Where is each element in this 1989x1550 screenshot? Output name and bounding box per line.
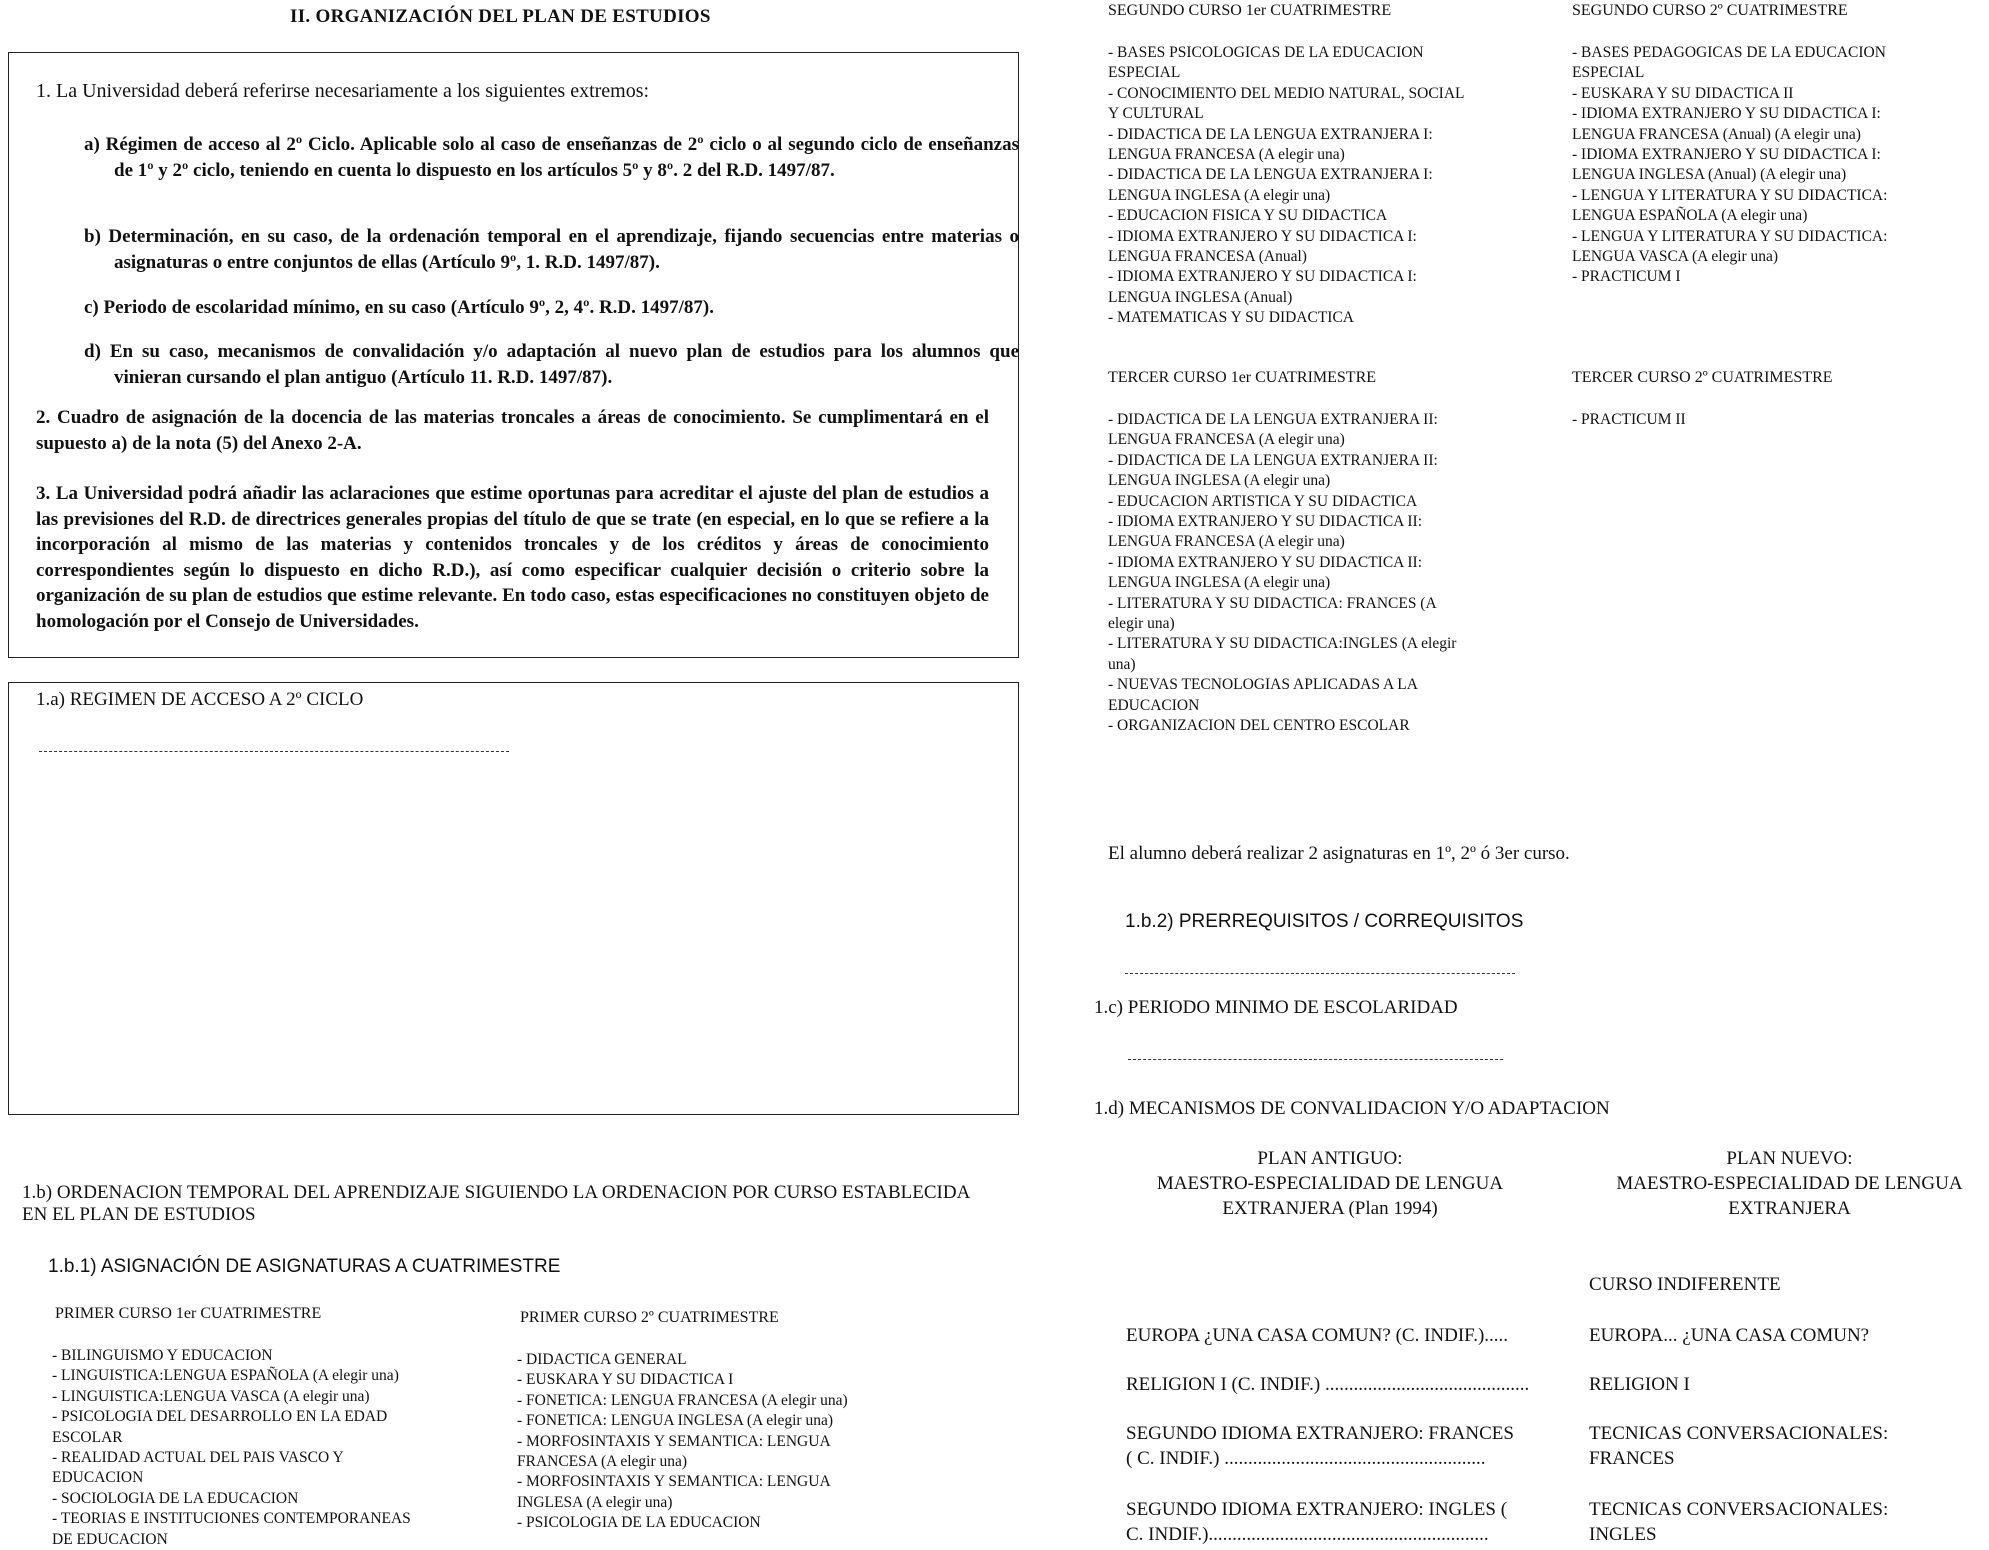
list-item: LENGUA FRANCESA (A elegir una)	[1108, 146, 1345, 164]
list-item: - MORFOSINTAXIS Y SEMANTICA: LENGUA	[517, 1432, 831, 1450]
list-item: LENGUA INGLESA (Anual) (A elegir una)	[1572, 166, 1847, 184]
new-course-row: TECNICAS CONVERSACIONALES: FRANCES	[1589, 1423, 1889, 1469]
list-item: Y CULTURAL	[1108, 105, 1204, 123]
new-course-row: RELIGION I	[1589, 1374, 1690, 1395]
old-course-row: SEGUNDO IDIOMA EXTRANJERO: FRANCES ( C. INDIF.) .......................................................	[1126, 1423, 1514, 1469]
list-item: - BILINGUISMO Y EDUCACION	[52, 1347, 273, 1364]
instructions-box	[8, 52, 1019, 658]
blank-line	[1125, 973, 1515, 974]
list-item: LENGUA FRANCESA (A elegir una)	[1108, 533, 1345, 551]
primer-2-header: PRIMER CURSO 2º CUATRIMESTRE	[520, 1309, 779, 1326]
instruction-2: 2. Cuadro de asignación de la docencia de las materias troncales a áreas de conocimiento. Se cumplimentará en el supuesto a) de la nota (5) del Anexo 2-A.	[36, 407, 989, 454]
list-item: - PSICOLOGIA DE LA EDUCACION	[517, 1514, 761, 1532]
list-item: EDUCACION	[52, 1469, 144, 1487]
list-item: - IDIOMA EXTRANJERO Y SU DIDACTICA I:	[1572, 105, 1881, 123]
instruction-1: 1. La Universidad deberá referirse necesariamente a los siguientes extremos:	[36, 80, 650, 102]
list-item: - MORFOSINTAXIS Y SEMANTICA: LENGUA	[517, 1473, 831, 1491]
list-item: - TEORIAS E INSTITUCIONES CONTEMPORANEAS	[52, 1510, 411, 1528]
list-item: LENGUA INGLESA (Anual)	[1108, 288, 1293, 306]
list-item: - SOCIOLOGIA DE LA EDUCACION	[52, 1489, 299, 1507]
blank-line	[39, 751, 509, 752]
list-item: - REALIDAD ACTUAL DEL PAIS VASCO Y	[52, 1449, 344, 1467]
segundo-1-list	[1108, 43, 1464, 329]
segundo-2-header: SEGUNDO CURSO 2º CUATRIMESTRE	[1572, 2, 1848, 19]
list-item: - IDIOMA EXTRANJERO Y SU DIDACTICA II:	[1108, 513, 1423, 531]
list-item: LENGUA FRANCESA (A elegir una)	[1108, 431, 1345, 449]
new-course-row: EUROPA... ¿UNA CASA COMUN?	[1589, 1325, 1870, 1346]
list-item: - DIDACTICA DE LA LENGUA EXTRANJERA II:	[1108, 451, 1438, 469]
list-item: LENGUA INGLESA (A elegir una)	[1108, 472, 1331, 490]
list-item: - IDIOMA EXTRANJERO Y SU DIDACTICA I:	[1572, 146, 1881, 164]
list-item: LENGUA FRANCESA (Anual) (A elegir una)	[1572, 125, 1861, 143]
segundo-2-list	[1572, 43, 1887, 288]
list-item: - MATEMATICAS Y SU DIDACTICA	[1108, 309, 1354, 327]
blank-line	[1128, 1059, 1503, 1060]
list-item: - ORGANIZACION DEL CENTRO ESCOLAR	[1108, 717, 1410, 735]
list-item: LENGUA FRANCESA (Anual)	[1108, 248, 1307, 266]
page-title: II. ORGANIZACIÓN DEL PLAN DE ESTUDIOS	[290, 6, 711, 27]
new-course-row: TECNICAS CONVERSACIONALES: INGLES	[1589, 1499, 1889, 1545]
list-item: - IDIOMA EXTRANJERO Y SU DIDACTICA I:	[1108, 227, 1417, 245]
list-item: FRANCESA (A elegir una)	[517, 1453, 688, 1471]
old-course-row: SEGUNDO IDIOMA EXTRANJERO: INGLES ( C. INDIF.)...........................................................	[1126, 1499, 1508, 1545]
list-item: LENGUA VASCA (A elegir una)	[1572, 248, 1779, 266]
primer-1-list	[52, 1346, 411, 1550]
list-item: - CONOCIMIENTO DEL MEDIO NATURAL, SOCIAL	[1108, 84, 1465, 102]
list-item: ESPECIAL	[1572, 64, 1645, 82]
list-item: - LITERATURA Y SU DIDACTICA:INGLES (A elegir	[1108, 635, 1457, 653]
list-item: - PSICOLOGIA DEL DESARROLLO EN LA EDAD	[52, 1408, 388, 1426]
list-item: - NUEVAS TECNOLOGIAS APLICADAS A LA	[1108, 676, 1418, 694]
periodo-heading: 1.c) PERIODO MINIMO DE ESCOLARIDAD	[1094, 997, 1458, 1018]
list-item: una)	[1108, 655, 1136, 673]
list-item: - LINGUISTICA:LENGUA ESPAÑOLA (A elegir una)	[52, 1367, 399, 1385]
list-item: - DIDACTICA DE LA LENGUA EXTRANJERA I:	[1108, 125, 1433, 143]
list-item: - FONETICA: LENGUA FRANCESA (A elegir una)	[517, 1391, 848, 1409]
list-item: - DIDACTICA GENERAL	[517, 1351, 687, 1368]
list-item: - LINGUISTICA:LENGUA VASCA (A elegir una)	[52, 1387, 370, 1405]
list-item: LENGUA INGLESA (A elegir una)	[1108, 186, 1331, 204]
tercer-2-header: TERCER CURSO 2º CUATRIMESTRE	[1572, 369, 1833, 386]
instruction-c: c) Periodo de escolaridad mínimo, en su caso (Artículo 9º, 2, 4º. R.D. 1497/87).	[84, 297, 714, 318]
list-item: - PRACTICUM II	[1572, 411, 1686, 428]
instruction-b: b) Determinación, en su caso, de la ordenación temporal en el aprendizaje, fijando secuencias entre materias o asignaturas o entre conjuntos de ellas (Artículo 9º, 1. R.D. 1497/87).	[84, 226, 1019, 273]
list-item: - IDIOMA EXTRANJERO Y SU DIDACTICA I:	[1108, 268, 1417, 286]
tercer-1-list	[1108, 410, 1456, 737]
list-item: elegir una)	[1108, 615, 1175, 633]
regimen-acceso-box	[8, 682, 1019, 1115]
tercer-2-list	[1572, 410, 1686, 430]
list-item: ESPECIAL	[1108, 64, 1181, 82]
list-item: - EUSKARA Y SU DIDACTICA II	[1572, 84, 1794, 102]
list-item: ESCOLAR	[52, 1428, 123, 1446]
list-item: - LENGUA Y LITERATURA Y SU DIDACTICA:	[1572, 227, 1888, 245]
list-item: - PRACTICUM I	[1572, 268, 1681, 286]
old-course-row: EUROPA ¿UNA CASA COMUN? (C. INDIF.).....	[1126, 1325, 1509, 1346]
list-item: DE EDUCACION	[52, 1530, 168, 1548]
list-item: - FONETICA: LENGUA INGLESA (A elegir una)	[517, 1412, 833, 1430]
list-item: - LITERATURA Y SU DIDACTICA: FRANCES (A	[1108, 594, 1437, 612]
asignacion-subheading: 1.b.1) ASIGNACIÓN DE ASIGNATURAS A CUATRIMESTRE	[48, 1256, 561, 1277]
plan-antiguo-heading: PLAN ANTIGUO: MAESTRO-ESPECIALIDAD DE LENGUA EXTRANJERA (Plan 1994)	[1156, 1148, 1504, 1219]
list-item: LENGUA INGLESA (A elegir una)	[1108, 574, 1331, 592]
instruction-d: d) En su caso, mecanismos de convalidación y/o adaptación al nuevo plan de estudios para los alumnos que vinieran cursando el plan antiguo (Artículo 11. R.D. 1497/87).	[84, 341, 1019, 388]
list-item: INGLESA (A elegir una)	[517, 1493, 673, 1511]
list-item: - EUSKARA Y SU DIDACTICA I	[517, 1371, 734, 1389]
ordenacion-heading: 1.b) ORDENACION TEMPORAL DEL APRENDIZAJE SIGUIENDO LA ORDENACION POR CURSO ESTABLECIDA EN EL PLAN DE ESTUDIOS	[22, 1182, 970, 1225]
curso-indiferente-label: CURSO INDIFERENTE	[1589, 1274, 1781, 1295]
instruction-a: a) Régimen de acceso al 2º Ciclo. Aplicable solo al caso de enseñanzas de 2º ciclo o al segundo ciclo de enseñanzas de 1º y 2º ciclo, teniendo en cuenta lo dispuesto en los artículos 5º y 8º. 2 del R.D. 1497/87.	[84, 134, 1019, 181]
list-item: - BASES PSICOLOGICAS DE LA EDUCACION	[1108, 44, 1424, 61]
list-item: - DIDACTICA DE LA LENGUA EXTRANJERA I:	[1108, 166, 1433, 184]
primer-2-list	[517, 1350, 848, 1534]
primer-1-header: PRIMER CURSO 1er CUATRIMESTRE	[55, 1305, 322, 1322]
segundo-1-header: SEGUNDO CURSO 1er CUATRIMESTRE	[1108, 2, 1392, 19]
prerrequisitos-heading: 1.b.2) PRERREQUISITOS / CORREQUISITOS	[1125, 911, 1524, 932]
tercer-1-header: TERCER CURSO 1er CUATRIMESTRE	[1108, 369, 1377, 386]
list-item: - EDUCACION FISICA Y SU DIDACTICA	[1108, 207, 1388, 225]
instruction-3: 3. La Universidad podrá añadir las aclaraciones que estime oportunas para acreditar el ajuste del plan de estudios a las previsiones del R.D. de directrices generales propias del título de que se trate (en especial, en lo que se refiere a la incorporación al mismo de las materias y contenidos troncales y de los créditos y áreas de conocimiento correspondientes según lo dispuesto en dicho R.D.), así como especificar cualquier decisión o criterio sobre la organización de su plan de estudios que estime relevante. En todo caso, estas especificaciones no constituyen objeto de homologación por el Consejo de Universidades.	[36, 483, 989, 632]
list-item: EDUCACION	[1108, 696, 1200, 714]
list-item: - LENGUA Y LITERATURA Y SU DIDACTICA:	[1572, 186, 1888, 204]
mecanismos-heading: 1.d) MECANISMOS DE CONVALIDACION Y/O ADAPTACION	[1094, 1098, 1610, 1119]
old-course-row: RELIGION I (C. INDIF.) ...........................................	[1126, 1374, 1530, 1395]
list-item: LENGUA ESPAÑOLA (A elegir una)	[1572, 207, 1808, 225]
list-item: - DIDACTICA DE LA LENGUA EXTRANJERA II:	[1108, 411, 1438, 428]
plan-nuevo-heading: PLAN NUEVO: MAESTRO-ESPECIALIDAD DE LENGUA EXTRANJERA	[1616, 1148, 1963, 1219]
list-item: - BASES PEDAGOGICAS DE LA EDUCACION	[1572, 44, 1886, 61]
list-item: - EDUCACION ARTISTICA Y SU DIDACTICA	[1108, 492, 1418, 510]
list-item: - IDIOMA EXTRANJERO Y SU DIDACTICA II:	[1108, 553, 1423, 571]
regimen-acceso-heading: 1.a) REGIMEN DE ACCESO A 2º CICLO	[36, 689, 364, 710]
asignaturas-note: El alumno deberá realizar 2 asignaturas en 1º, 2º ó 3er curso.	[1108, 843, 1570, 864]
